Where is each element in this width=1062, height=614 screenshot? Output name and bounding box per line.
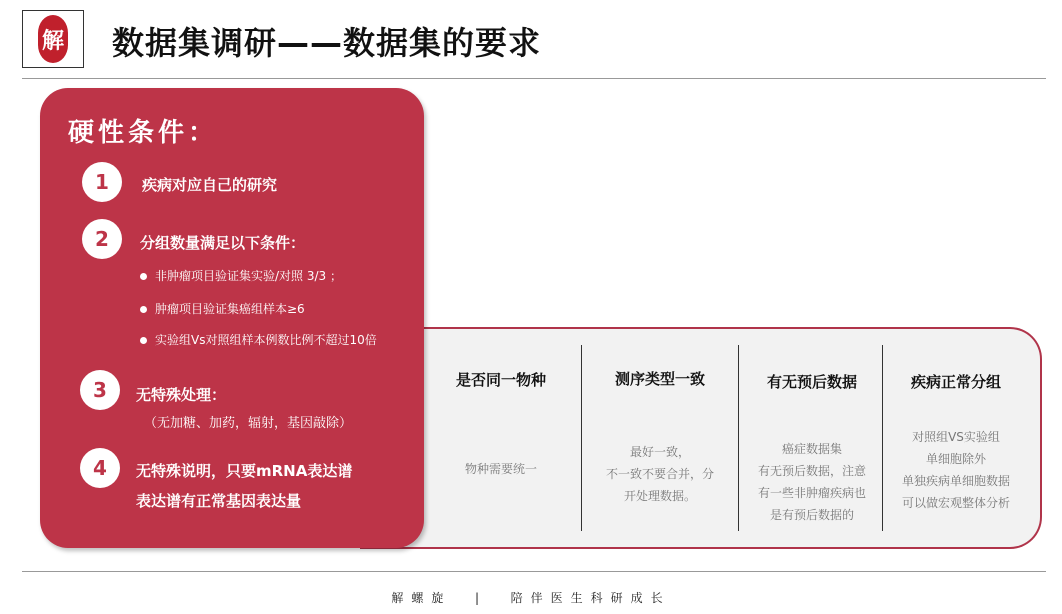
column-body-line: 单独疾病单细胞数据 <box>901 474 1010 488</box>
column-body-line: 最好一致， <box>629 445 690 459</box>
sub-condition-2 <box>140 300 305 317</box>
criteria-column-prognosis <box>744 345 880 531</box>
column-body-line: 不一致不要合并，分 <box>605 467 714 481</box>
column-body-line: 对照组VS实验组 <box>912 430 1000 444</box>
number-badge-3: 3 <box>80 370 120 410</box>
column-divider <box>581 345 582 531</box>
number-badge-4: 4 <box>80 448 120 488</box>
bullet-icon <box>140 337 147 344</box>
sub-condition-2-text: 肿瘤项目验证集癌组样本≥6 <box>155 302 305 316</box>
sub-condition-1 <box>140 267 342 284</box>
number-badge-2: 2 <box>82 219 122 259</box>
bullet-icon <box>140 273 147 280</box>
column-body-line: 开处理数据。 <box>623 489 696 503</box>
criteria-column-sequencing <box>590 345 730 531</box>
column-body-line: 单细胞除外 <box>925 452 986 466</box>
column-body-line: 癌症数据集 <box>781 442 842 456</box>
sub-condition-1-text: 非肿瘤项目验证集实验/对照 3/3 ； <box>155 269 342 283</box>
column-body-line: 有无预后数据，注意 <box>757 464 866 478</box>
column-body <box>888 426 1024 514</box>
condition-3-note: （无加糖、加药，辐射，基因敲除） <box>144 416 353 431</box>
condition-4-text-line2: 表达谱有正常基因表达量 <box>136 492 302 510</box>
header-divider <box>22 78 1046 79</box>
sub-condition-3-text: 实验组Vs对照组样本例数比例不超过10倍 <box>155 333 377 347</box>
column-body <box>590 441 730 507</box>
column-title: 疾病正常分组 <box>910 373 1001 391</box>
column-body-line: 物种需要统一 <box>464 462 537 476</box>
footer-slogan: 解螺旋 | 陪伴医生科研成长 <box>391 591 671 605</box>
column-title: 测序类型一致 <box>614 370 705 388</box>
column-body <box>436 458 566 480</box>
column-body <box>744 438 880 526</box>
number-badge-1: 1 <box>82 162 122 202</box>
column-body-line: 是有预后数据的 <box>769 508 854 522</box>
logo <box>22 10 84 68</box>
column-body-line: 可以做宏观整体分析 <box>901 496 1010 510</box>
condition-4-text-line1: 无特殊说明，只要mRNA表达谱 <box>136 462 353 480</box>
bullet-icon <box>140 306 147 313</box>
criteria-column-species <box>436 345 566 531</box>
sub-condition-3 <box>140 331 377 348</box>
condition-2-text: 分组数量满足以下条件： <box>140 234 306 252</box>
condition-3-text: 无特殊处理： <box>136 386 227 404</box>
footer-divider <box>22 571 1046 572</box>
hard-conditions-heading: 硬性条件： <box>68 118 219 148</box>
logo-seal: 解 <box>38 15 68 63</box>
column-divider <box>882 345 883 531</box>
criteria-column-grouping <box>888 345 1024 531</box>
column-title: 是否同一物种 <box>455 371 546 389</box>
hard-conditions-card <box>40 88 424 548</box>
condition-1-text: 疾病对应自己的研究 <box>142 176 278 194</box>
column-divider <box>738 345 739 531</box>
column-title: 有无预后数据 <box>766 373 857 391</box>
page-title: 数据集调研——数据集的要求 <box>112 24 542 62</box>
column-body-line: 有一些非肿瘤疾病也 <box>757 486 866 500</box>
